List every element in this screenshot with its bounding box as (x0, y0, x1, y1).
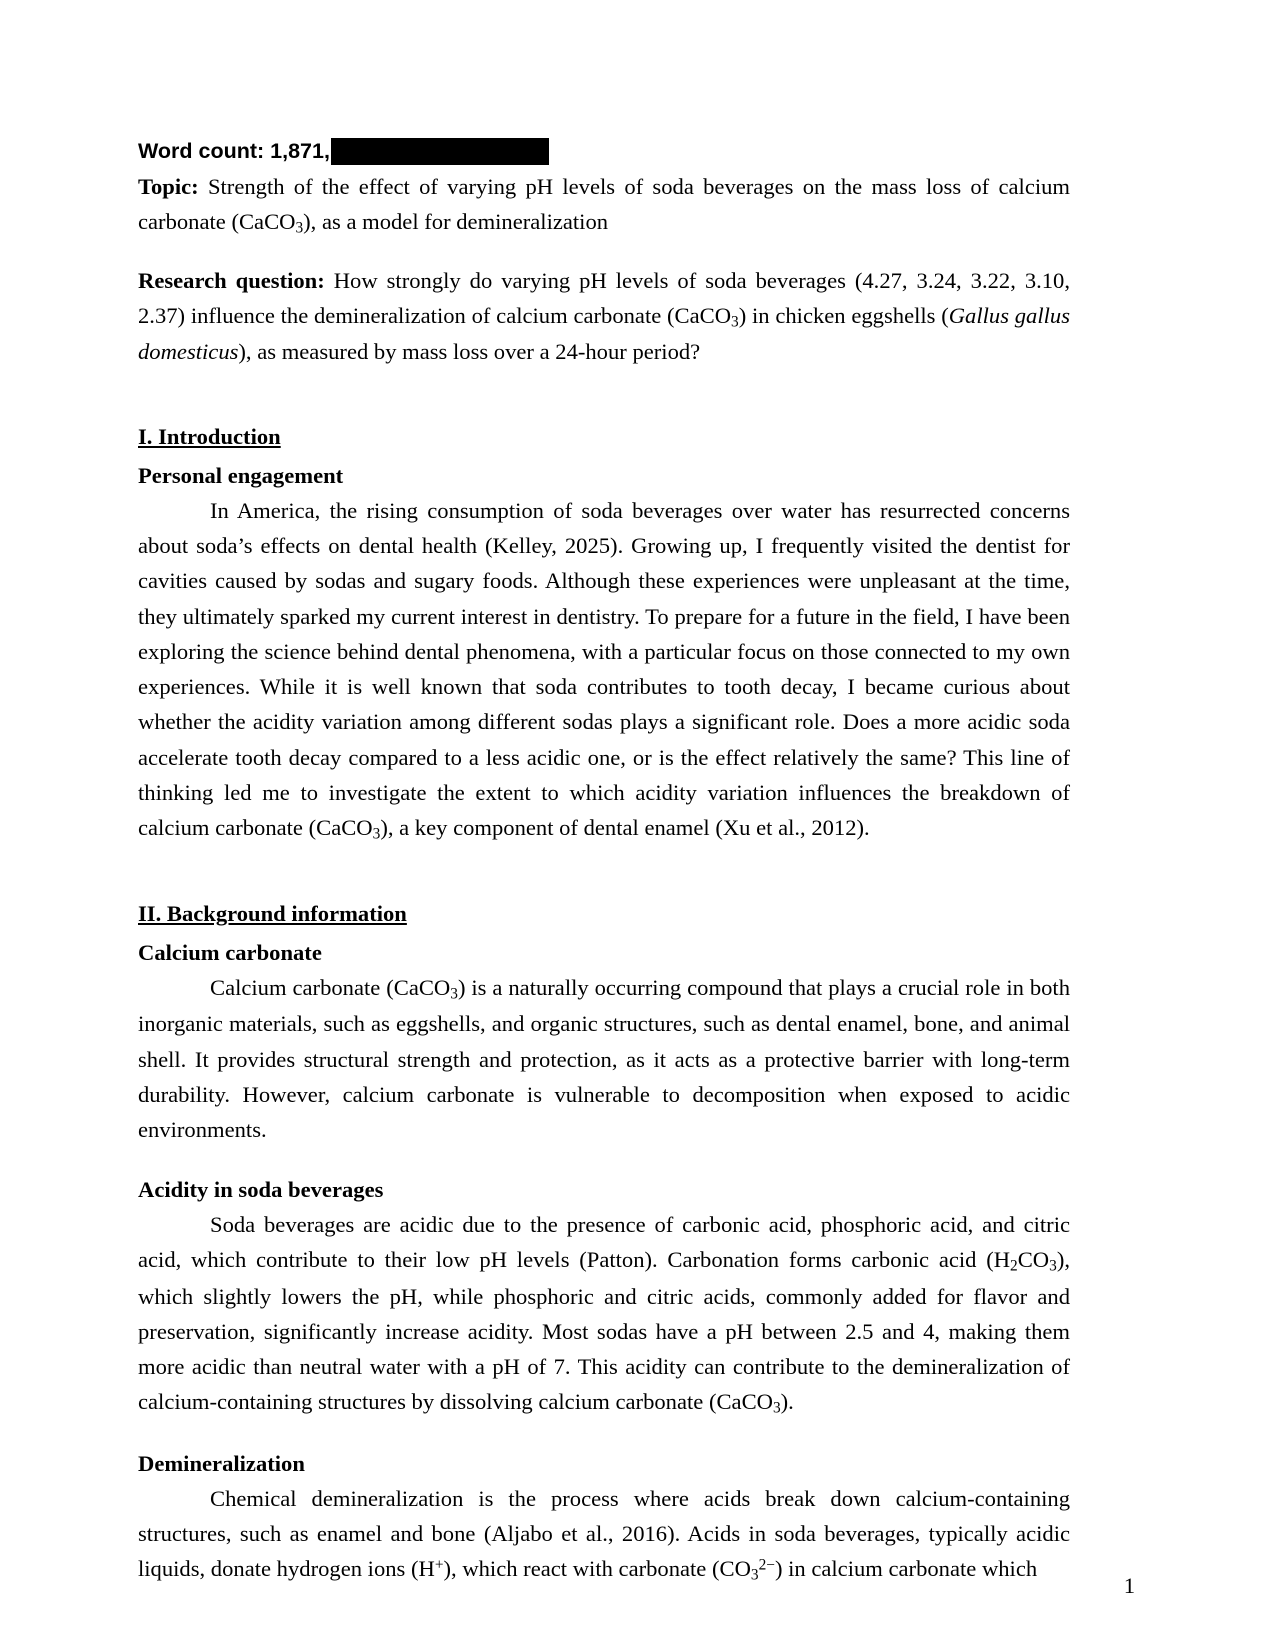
rq-text-part3: ), as measured by mass loss over a 24-hour period? (238, 339, 701, 365)
topic-subscript: 3 (295, 219, 304, 237)
dm-text-part2: ), which react with carbonate (CO (443, 1556, 751, 1582)
topic-text-part1: Strength of the effect of varying pH levels of soda beverages on the mass loss of calcium carbonate (CaCO (138, 174, 1070, 235)
ac-text-part3: ), which slightly lowers the pH, while phosphoric and citric acids, commonly added for flavor and preservation, significantly increase acidity. Most sodas have a pH between 2.5 and 4, making them more acidic than neutral water with a pH of 7. This acidity can contribute to the demineralization of calcium-containing structures by dissolving calcium carbonate (CaCO (138, 1247, 1070, 1415)
word-count-label: Word count: 1,871, (138, 138, 330, 163)
pe-text-part1: In America, the rising consumption of soda beverages over water has resurrected concerns about soda’s effects on dental health (Kelley, 2025). Growing up, I frequently visited the dentist for cavities caused by sodas and sugary foods. Although these experiences were unpleasant at the time, they ultimately sparked my current interest in dentistry. To prepare for a future in the field, I have been exploring the science behind dental phenomena, with a particular focus on those connected to my own experiences. While it is well known that soda contributes to tooth decay, I became curious about whether the acidity variation among different sodas plays a significant role. Does a more acidic soda accelerate tooth decay compared to a less acidic one, or is the effect relatively the same? This line of thinking led me to investigate the extent to which acidity variation influences the breakdown of calcium carbonate (CaCO (138, 497, 1070, 841)
rq-subscript: 3 (731, 313, 739, 331)
acidity-paragraph (138, 1207, 1070, 1421)
subheading-calcium-carbonate: Calcium carbonate (138, 940, 322, 966)
document-body (138, 138, 1070, 1587)
introduction-heading-wrap (138, 395, 1070, 455)
ac-text-part4: ). (780, 1389, 794, 1415)
pe-subscript: 3 (372, 825, 381, 843)
research-question-paragraph (138, 263, 1070, 370)
rq-text-part1: How strongly do varying pH levels of soda beverages (4.27, 3.24, 3.22, 3.10, 2.37) influence the demineralization of calcium carbonate (CaCO (138, 267, 1071, 328)
dm-text-part3: ) in calcium carbonate which (774, 1556, 1038, 1582)
dm-text-part1: Chemical demineralization is the process where acids break down calcium-containing structures, such as enamel and bone (Aljabo et al., 2016). Acids in soda beverages, typically acidic liquids, donate hydrogen ions (H (138, 1485, 1070, 1582)
cc-text-part2: ) is a naturally occurring compound that plays a crucial role in both inorganic materials, such as eggshells, and organic structures, such as dental enamel, bone, and animal shell. It provides structural strength and protection, as it acts as a protective barrier with long-term durability. However, calcium carbonate is vulnerable to decomposition when exposed to acidic environments. (138, 974, 1070, 1142)
cc-text-part1: Calcium carbonate (CaCO (210, 974, 451, 1000)
ac-subscript-1: 2 (1010, 1257, 1018, 1275)
subheading-acidity-in-soda-beverages: Acidity in soda beverages (138, 1177, 384, 1203)
dm-superscript-2: 2− (758, 1556, 775, 1574)
pe-text-part2: ), a key component of dental enamel (Xu et al., 2012). (380, 815, 870, 841)
subheading-personal-engagement: Personal engagement (138, 463, 344, 489)
page-number: 1 (1123, 1573, 1135, 1599)
word-count-line (138, 138, 1070, 165)
dm-superscript-1: + (434, 1556, 444, 1574)
background-heading-wrap (138, 872, 1070, 932)
ac-text-part2: CO (1017, 1247, 1050, 1273)
topic-label: Topic: (138, 174, 199, 199)
demineralization-paragraph (138, 1481, 1070, 1588)
dm-subscript-1: 3 (750, 1566, 759, 1584)
subheading-demineralization: Demineralization (138, 1450, 305, 1476)
research-question-label: Research question: (138, 267, 325, 293)
section-heading-introduction: I. Introduction (138, 424, 281, 450)
rq-text-part2: ) in chicken eggshells ( (738, 302, 949, 328)
topic-paragraph (138, 169, 1070, 241)
ac-subscript-2: 3 (1049, 1257, 1057, 1275)
species-name: Gallus gallus domesticus (138, 302, 1070, 365)
ac-text-part1: Soda beverages are acidic due to the presence of carbonic acid, phosphoric acid, and citric acid, which contribute to their low pH levels (Patton). Carbonation forms carbonic acid (H (138, 1212, 1070, 1273)
ac-subscript-3: 3 (772, 1399, 781, 1417)
calcium-carbonate-paragraph (138, 970, 1070, 1147)
personal-engagement-paragraph (138, 493, 1070, 846)
section-heading-background: II. Background information (138, 901, 407, 927)
cc-subscript: 3 (450, 985, 458, 1003)
redaction-bar (331, 138, 549, 165)
topic-text-part2: ), as a model for demineralization (303, 209, 609, 235)
